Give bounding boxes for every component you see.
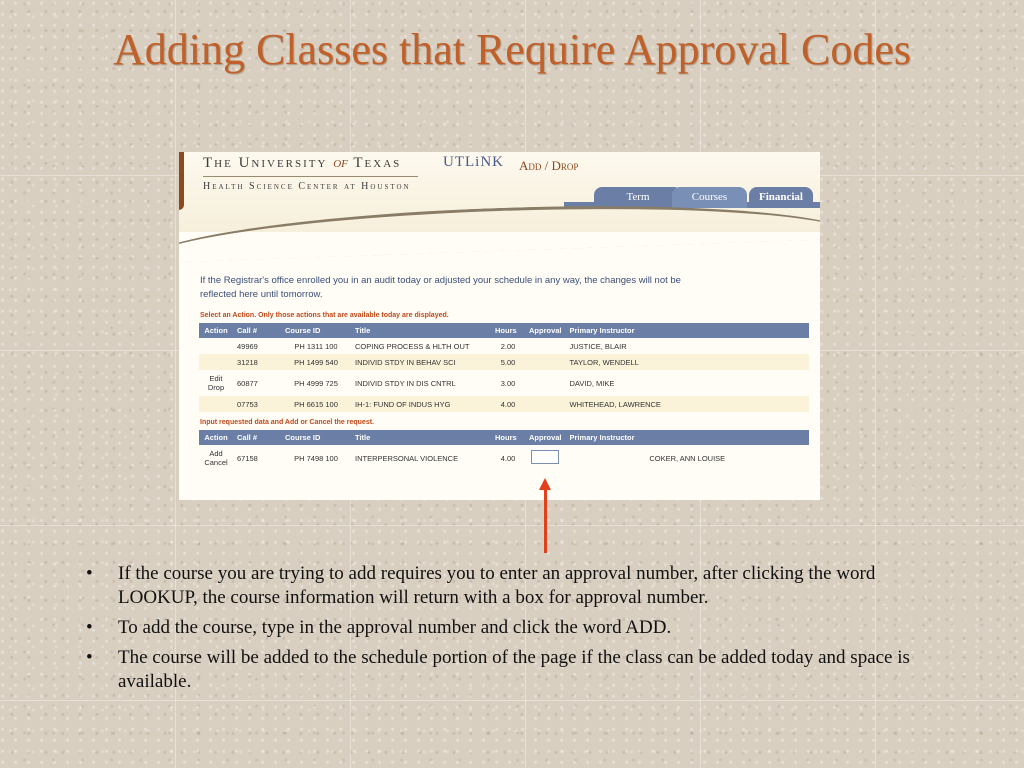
background-tile-line: [0, 525, 1024, 526]
action-cell: [199, 445, 233, 471]
column-header: Approval: [525, 323, 566, 338]
table-header-row: [199, 323, 809, 338]
cancel-link[interactable]: Cancel: [204, 458, 228, 467]
course-title: INDIVID STDY IN BEHAV SCI: [351, 354, 491, 370]
course-hours: 4.00: [491, 396, 525, 412]
course-id: PH 1311 100: [294, 341, 338, 351]
instruction-bullets: [86, 562, 926, 700]
call-number: 31218: [233, 354, 281, 370]
column-header: Approval: [525, 430, 566, 445]
bullet-text: To add the course, type in the approval number and click the word ADD.: [118, 617, 672, 638]
app-title: Add / Drop: [519, 158, 579, 173]
edit-link[interactable]: Edit: [209, 374, 223, 383]
course-id: PH 7498 100: [294, 453, 338, 463]
utlink-logo: UTLiNK: [443, 154, 504, 170]
call-number: 07753: [233, 396, 281, 412]
table-row: [199, 338, 809, 354]
column-header: Call #: [233, 323, 281, 338]
bullet-item: [86, 616, 926, 640]
university-name-part: Texas: [347, 155, 402, 171]
institution-subtitle: Health Science Center at Houston: [203, 181, 411, 192]
table-row: [199, 396, 809, 412]
column-header: Title: [351, 430, 491, 445]
action-cell: [199, 396, 233, 412]
approval-cell: [525, 445, 566, 471]
university-name-of: of: [333, 155, 348, 171]
instructor: DAVID, MIKE: [569, 378, 615, 388]
bullet-icon: •: [86, 617, 93, 638]
action-cell: [199, 354, 233, 370]
call-number: 49969: [237, 341, 258, 351]
ut-logo-swoosh: [179, 152, 184, 210]
column-header: Action: [199, 323, 233, 338]
registrar-notice: If the Registrar's office enrolled you in an audit today or adjusted your schedule in any way, the changes will not be reflected here until tomorrow.: [200, 275, 681, 300]
bullet-text: If the course you are trying to add requires you to enter an approval number, after clicking the word LOOKUP, the course information will return with a box for approval number.: [118, 563, 876, 608]
bullet-icon: •: [86, 647, 93, 668]
university-name-part: The University: [203, 155, 334, 171]
course-title: INDIVID STDY IN DIS CNTRL: [355, 378, 456, 388]
column-header: Action: [199, 430, 233, 445]
slide-title: Adding Classes that Require Approval Codes: [112, 25, 911, 74]
bullet-text: The course will be added to the schedule portion of the page if the class can be added today and space is available.: [118, 647, 910, 692]
column-header: Primary Instructor: [566, 430, 809, 445]
table-header-row: [199, 430, 809, 445]
approval-cell: [525, 354, 566, 370]
course-hours: 2.00: [500, 341, 516, 351]
course-title: INTERPERSONAL VIOLENCE: [355, 453, 459, 463]
tab-term[interactable]: Term: [594, 187, 682, 208]
arrow-shaft: [544, 485, 547, 553]
course-title: IH-1: FUND OF INDUS HYG: [351, 396, 491, 412]
call-number: 60877: [237, 378, 258, 388]
instructor: WHITEHEAD, LAWRENCE: [566, 396, 809, 412]
table-row: [199, 445, 809, 471]
approval-cell: [525, 370, 566, 396]
bullet-item: [86, 646, 926, 694]
column-header: Hours: [491, 323, 525, 338]
course-hours: 3.00: [500, 378, 516, 388]
column-header: Title: [351, 323, 491, 338]
course-id: PH 1499 540: [281, 354, 351, 370]
background-tile-line: [0, 700, 1024, 701]
column-header: Course ID: [281, 323, 351, 338]
input-request-instruction: Input requested data and Add or Cancel the request.: [200, 419, 374, 426]
table-row: [199, 370, 809, 396]
course-title: COPING PROCESS & HLTH OUT: [355, 341, 470, 351]
tab-financial[interactable]: Financial: [749, 187, 813, 208]
header-divider: [203, 176, 418, 177]
course-hours: 5.00: [491, 354, 525, 370]
drop-link[interactable]: Drop: [207, 383, 225, 392]
select-action-instruction: Select an Action. Only those actions that are available today are displayed.: [200, 312, 449, 319]
university-name: [203, 155, 401, 172]
course-id: PH 4999 725: [294, 378, 338, 388]
column-header: Call #: [233, 430, 281, 445]
add-request-table: [199, 430, 809, 471]
instructor: COKER, ANN LOUISE: [649, 453, 726, 463]
bullet-icon: •: [86, 563, 93, 584]
column-header: Hours: [491, 430, 525, 445]
table-row: [199, 354, 809, 370]
instructor: JUSTICE, BLAIR: [569, 341, 627, 351]
action-cell: [199, 338, 233, 354]
course-id: PH 6615 100: [281, 396, 351, 412]
bullet-item: [86, 562, 926, 610]
tab-courses[interactable]: Courses: [672, 187, 747, 208]
approval-cell: [525, 338, 566, 354]
action-cell: [199, 370, 233, 396]
call-number: 67158: [237, 453, 258, 463]
add-link[interactable]: Add: [209, 449, 223, 458]
instructor: TAYLOR, WENDELL: [566, 354, 809, 370]
course-hours: 4.00: [500, 453, 516, 463]
add-drop-screenshot: [179, 152, 820, 500]
enrolled-courses-table: [199, 323, 809, 412]
approval-cell: [525, 396, 566, 412]
column-header: Course ID: [281, 430, 351, 445]
approval-number-input[interactable]: [531, 450, 559, 464]
column-header: Primary Instructor: [566, 323, 809, 338]
